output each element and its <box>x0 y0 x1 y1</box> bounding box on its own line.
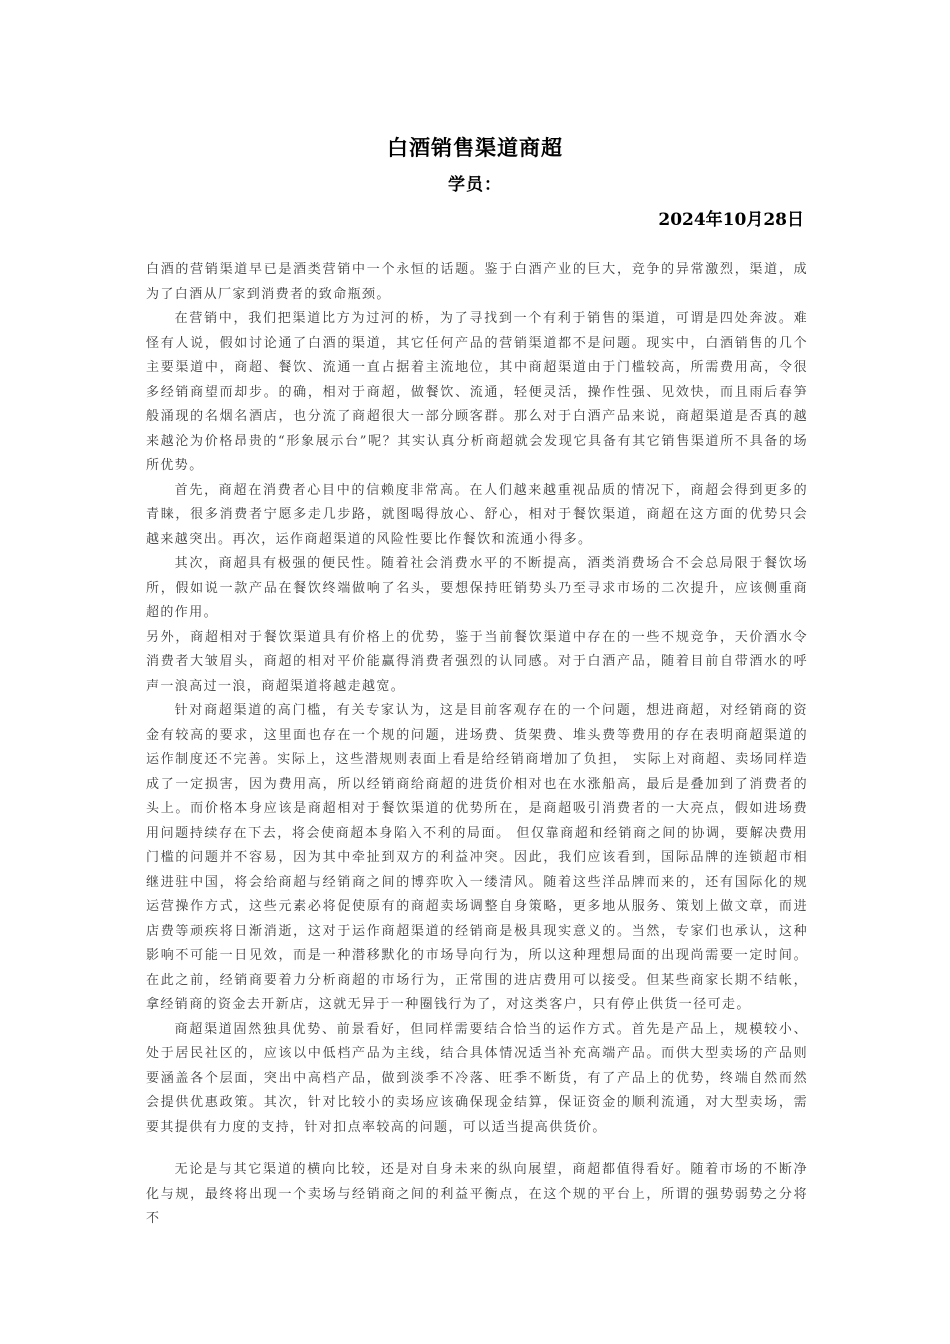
paragraph: 针对商超渠道的高门槛，有关专家认为，这是目前客观存在的一个问题，想进商超，对经销商的资金有较高的要求，这里面也存在一个规的问题，进场费、货架费、堆头费等费用的存在表明商超渠道的运作制度还不完善。实际上，这些潜规则表面上看是给经销商增加了负担， 实际上对商超、卖场同样造成了一定损害，因为费用高，所以经销商给商超的进货价相对也在水涨船高，最后是叠加到了消费者的头上。而价格本身应该是商超相对于餐饮渠道的优势所在，是商超吸引消费者的一大亮点，假如进场费用问题持续存在下去，将会使商超本身陷入不利的局面。 但仅靠商超和经销商之间的协调，要解决费用门槛的问题并不容易，因为其中牵扯到双方的利益冲突。因此，我们应该看到，国际品牌的连锁超市相继进驻中国，将会给商超与经销商之间的博弈吹入一缕清风。随着这些洋品牌而来的，还有国际化的规运营操作方式，这些元素必将促使原有的商超卖场调整自身策略，更多地从服务、策划上做文章，而进店费等顽疾将日渐消逝，这对于运作商超渠道的经销商是极具现实意义的。当然，专家们也承认，这种影响不可能一日见效，而是一种潜移默化的市场导向行为，所以这种理想局面的出现尚需要一定时间。在此之前，经销商要着力分析商超的市场行为，正常围的进店费用可以接受。但某些商家长期不结帐，拿经销商的资金去开新店，这就无异于一种圈钱行为了，对这类客户，只有停止供货一径可走。 <box>146 703 808 1012</box>
paragraph: 在营销中，我们把渠道比方为过河的桥，为了寻找到一个有利于销售的渠道，可谓是四处奔波。难怪有人说，假如讨论通了白酒的渠道，其它任何产品的营销渠道都不是问题。现实中，白酒销售的几个主要渠道中，商超、餐饮、流通一直占据着主流地位，其中商超渠道由于门槛较高，所需费用高，令很多经销商望而却步。的确，相对于商超，做餐饮、流通，轻便灵活，操作性强、见效快，而且雨后春笋般涌现的名烟名酒店，也分流了商超很大一部分顾客群。那么对于白酒产品来说，商超渠道是否真的越来越沦为价格昂贵的“形象展示台”呢？其实认真分析商超就会发现它具备有其它销售渠道所不具备的场所优势。 <box>146 311 808 473</box>
paragraph: 商超渠道固然独具优势、前景看好，但同样需要结合恰当的运作方式。首先是产品上，规模较小、处于居民社区的，应该以中低档产品为主线，结合具体情况适当补充高端产品。而供大型卖场的产品则要涵盖各个层面，突出中高档产品，做到淡季不冷落、旺季不断货，有了产品上的优势，终端自然而然会提供优惠政策。其次，针对比较小的卖场应该确保现金结算，保证资金的顺利流通，对大型卖场，需要其提供有力度的支持，针对扣点率较高的问题，可以适当提高供货价。 <box>146 1021 808 1135</box>
document-body <box>146 258 808 1232</box>
paragraph: 白酒的营销渠道早已是酒类营销中一个永恒的话题。鉴于白酒产业的巨大，竞争的异常激烈，渠道，成为了白酒从厂家到消费者的致命瓶颈。 <box>146 262 808 302</box>
document-title: 白酒销售渠道商超 <box>387 135 563 160</box>
document-date: 2024年10月28日 <box>658 210 804 230</box>
paragraph: 其次，商超具有极强的便民性。随着社会消费水平的不断提高，酒类消费场合不会总局限于餐饮场所，假如说一款产品在餐饮终端做响了名头，要想保持旺销势头乃至寻求市场的二次提升，应该侧重商超的作用。 <box>146 556 808 620</box>
paragraph: 首先，商超在消费者心目中的信赖度非常高。在人们越来越重视品质的情况下，商超会得到更多的青睐，很多消费者宁愿多走几步路，就图喝得放心、舒心，相对于餐饮渠道，商超在这方面的优势只会越来越突出。再次，运作商超渠道的风险性要比作餐饮和流通小得多。 <box>146 482 808 547</box>
paragraph: 另外，商超相对于餐饮渠道具有价格上的优势，鉴于当前餐饮渠道中存在的一些不规竞争，天价酒水令消费者大皱眉头，商超的相对平价能赢得消费者强烈的认同感。对于白酒产品，随着目前自带酒水的呼声一浪高过一浪，商超渠道将越走越宽。 <box>146 629 808 694</box>
paragraph: 无论是与其它渠道的横向比较，还是对自身未来的纵向展望，商超都值得看好。随着市场的不断净化与规，最终将出现一个卖场与经销商之间的利益平衡点，在这个规的平台上，所谓的强势弱势之分将不 <box>146 1162 808 1226</box>
student-label: 学员： <box>448 175 502 195</box>
